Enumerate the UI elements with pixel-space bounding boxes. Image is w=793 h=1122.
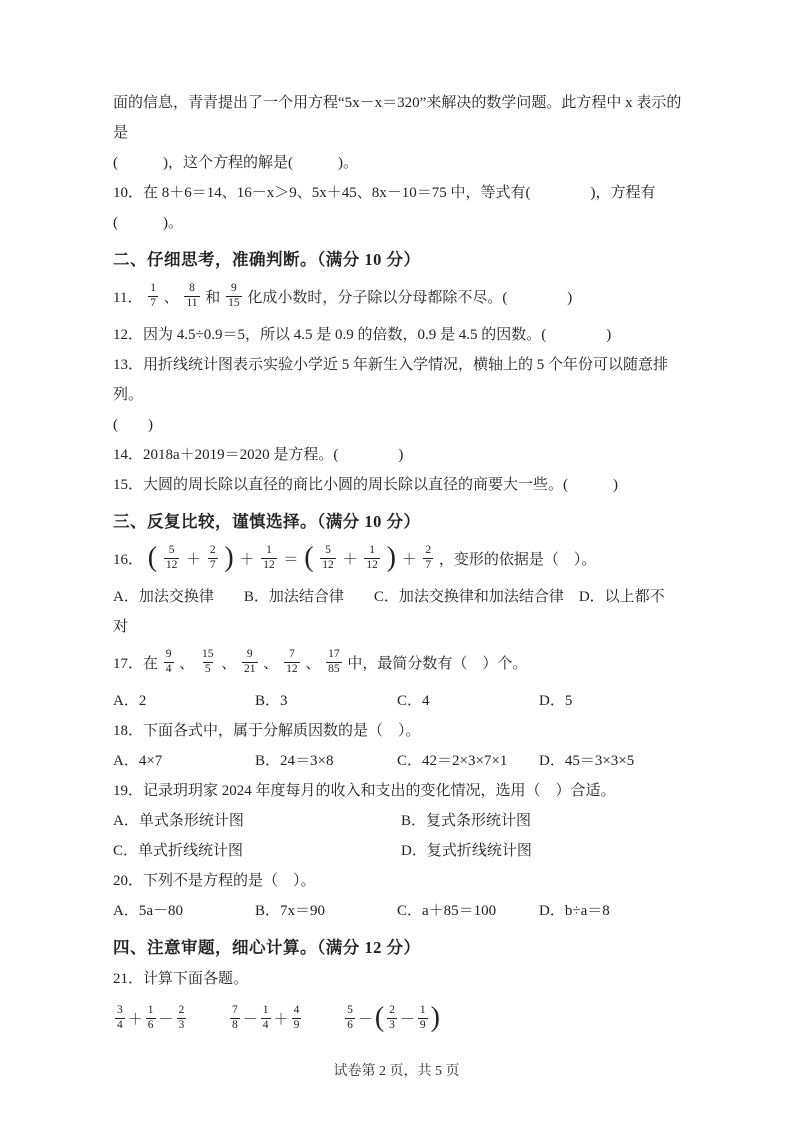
option-b: B．3 bbox=[255, 693, 288, 709]
question-18: 18．下面各式中，属于分解质因数的是（ ）。 bbox=[113, 723, 421, 739]
question-17-text: 中，最简分数有（ ）个。 bbox=[347, 656, 528, 672]
fraction bbox=[164, 648, 174, 677]
numerator: 1 bbox=[150, 282, 156, 295]
denominator: 8 bbox=[232, 1019, 238, 1032]
question-18-options bbox=[113, 746, 688, 776]
question-10-line2: ( )。 bbox=[113, 215, 183, 231]
option-d: D．5 bbox=[539, 693, 573, 709]
fraction bbox=[320, 544, 336, 573]
right-paren: ) bbox=[386, 541, 396, 573]
option-a: A．4×7 bbox=[113, 753, 163, 769]
question-19-options-row1 bbox=[113, 806, 688, 836]
question-17 bbox=[113, 642, 688, 686]
denominator: 4 bbox=[117, 1019, 123, 1032]
denominator: 12 bbox=[322, 559, 334, 572]
expression-1 bbox=[113, 1004, 192, 1032]
numerator: 9 bbox=[165, 648, 172, 661]
fraction bbox=[423, 544, 433, 573]
option-c: C．42＝2×3×7×1 bbox=[397, 753, 508, 769]
fraction bbox=[164, 544, 180, 573]
fraction bbox=[177, 1004, 187, 1033]
denominator: 12 bbox=[366, 559, 378, 572]
question-16-text: ，变形的依据是（ ）。 bbox=[438, 552, 597, 568]
numerator: 7 bbox=[232, 1004, 238, 1017]
question-19-options-row2 bbox=[113, 836, 688, 866]
fraction bbox=[261, 1004, 271, 1033]
option-d: D．b÷a＝8 bbox=[539, 903, 610, 919]
numerator: 1 bbox=[147, 1004, 154, 1017]
question-13-line1: 13．用折线统计图表示实验小学近 5 年新生入学情况，横轴上的 5 个年份可以随意排列。 bbox=[113, 357, 669, 403]
numerator: 8 bbox=[189, 282, 195, 295]
question-17-number: 17．在 bbox=[113, 656, 159, 672]
fraction bbox=[230, 1004, 240, 1033]
fraction bbox=[242, 648, 258, 677]
numerator: 3 bbox=[117, 1004, 123, 1017]
option-c: C．4 bbox=[397, 693, 430, 709]
separator: 、 bbox=[163, 290, 179, 306]
denominator: 5 bbox=[204, 663, 211, 676]
question-20-options bbox=[113, 896, 688, 926]
option-b: B．24＝3×8 bbox=[255, 753, 334, 769]
option-d: D．复式折线统计图 bbox=[401, 843, 532, 859]
exam-content bbox=[113, 88, 688, 1046]
option-b: B．复式条形统计图 bbox=[401, 813, 532, 829]
numerator: 2 bbox=[389, 1004, 395, 1017]
numerator: 1 bbox=[419, 1004, 426, 1017]
question-16-options-line2: 对 bbox=[113, 619, 129, 635]
option-a: A．2 bbox=[113, 693, 147, 709]
fraction bbox=[418, 1004, 428, 1033]
question-12: 12．因为 4.5÷0.9＝5，所以 4.5 是 0.9 的倍数，0.9 是 4.5 的因数。( ) bbox=[113, 327, 612, 343]
denominator: 7 bbox=[209, 559, 216, 572]
fraction bbox=[200, 648, 216, 677]
separator: 、 bbox=[221, 656, 237, 672]
question-9-continuation-line1: 面的信息，青青提出了一个用方程“5x－x＝320”来解决的数学问题。此方程中 x 表示的是 bbox=[113, 95, 682, 141]
fraction bbox=[292, 1004, 302, 1033]
separator: 、 bbox=[263, 656, 279, 672]
question-16 bbox=[113, 538, 688, 582]
question-20: 20．下列不是方程的是（ ）。 bbox=[113, 873, 316, 889]
fraction bbox=[364, 544, 380, 573]
section-2-title: 二、仔细思考，准确判断。（满分 10 分） bbox=[113, 250, 421, 269]
denominator: 3 bbox=[389, 1019, 395, 1032]
option-a: A．单式条形统计图 bbox=[113, 813, 244, 829]
plus-operator: ＋ bbox=[401, 552, 417, 568]
denominator: 6 bbox=[347, 1019, 353, 1032]
denominator: 11 bbox=[186, 297, 198, 310]
plus-operator: ＋ bbox=[342, 552, 358, 568]
fraction bbox=[226, 282, 242, 311]
numerator: 2 bbox=[209, 544, 216, 557]
option-d: D．45＝3×3×5 bbox=[539, 753, 635, 769]
right-paren: ) bbox=[224, 541, 234, 573]
denominator: 4 bbox=[262, 1019, 269, 1032]
denominator: 12 bbox=[286, 663, 298, 676]
question-13-line2: ( ) bbox=[113, 417, 153, 433]
denominator: 12 bbox=[165, 559, 178, 572]
numerator: 7 bbox=[288, 648, 295, 661]
fraction bbox=[208, 544, 218, 573]
fraction bbox=[146, 1004, 156, 1033]
question-9-continuation-line2: ( )，这个方程的解是( )。 bbox=[113, 155, 358, 171]
numerator: 5 bbox=[168, 544, 175, 557]
denominator: 12 bbox=[263, 559, 275, 572]
minus-operator: － bbox=[158, 1012, 174, 1028]
fraction bbox=[345, 1004, 355, 1033]
denominator: 9 bbox=[293, 1019, 300, 1032]
denominator: 6 bbox=[147, 1019, 154, 1032]
numerator: 4 bbox=[293, 1004, 300, 1017]
minus-operator: － bbox=[357, 1012, 373, 1028]
expression-2 bbox=[228, 1004, 307, 1032]
option-a: A．5a－80 bbox=[113, 903, 183, 919]
option-c: C．a＋85＝100 bbox=[397, 903, 497, 919]
question-11-number: 11． bbox=[113, 290, 143, 306]
fraction bbox=[326, 648, 342, 677]
numerator: 1 bbox=[266, 544, 272, 557]
left-paren: ( bbox=[147, 541, 158, 573]
numerator: 2 bbox=[425, 544, 432, 557]
expression-3 bbox=[343, 1001, 441, 1033]
numerator: 17 bbox=[328, 648, 340, 661]
conjunction: 和 bbox=[205, 290, 221, 306]
numerator: 1 bbox=[262, 1004, 269, 1017]
separator: 、 bbox=[179, 656, 195, 672]
minus-operator: － bbox=[242, 1012, 258, 1028]
right-paren: ) bbox=[430, 1001, 440, 1033]
denominator: 21 bbox=[244, 663, 256, 676]
denominator: 3 bbox=[178, 1019, 185, 1032]
denominator: 85 bbox=[328, 663, 340, 676]
question-16-options-line1: A．加法交换律 B．加法结合律 C．加法交换律和加法结合律 D．以上都不 bbox=[113, 589, 665, 605]
question-19: 19．记录玥玥家 2024 年度每月的收入和支出的变化情况，选用（ ）合适。 bbox=[113, 783, 616, 799]
question-11 bbox=[113, 276, 688, 320]
question-17-options bbox=[113, 686, 688, 716]
equals-operator: ＝ bbox=[283, 552, 299, 568]
denominator: 15 bbox=[228, 297, 240, 310]
section-4-title: 四、注意审题，细心计算。（满分 12 分） bbox=[113, 938, 421, 957]
denominator: 7 bbox=[150, 297, 156, 310]
plus-operator: ＋ bbox=[186, 552, 202, 568]
minus-operator: － bbox=[399, 1012, 415, 1028]
plus-operator: ＋ bbox=[239, 552, 255, 568]
question-21: 21．计算下面各题。 bbox=[113, 971, 249, 987]
numerator: 5 bbox=[325, 544, 331, 557]
question-16-number: 16． bbox=[113, 552, 144, 568]
numerator: 9 bbox=[230, 282, 237, 295]
separator: 、 bbox=[305, 656, 321, 672]
section-3-title: 三、反复比较，谨慎选择。（满分 10 分） bbox=[113, 512, 421, 531]
fraction bbox=[148, 282, 158, 311]
fraction bbox=[284, 648, 300, 677]
question-15: 15．大圆的周长除以直径的商比小圆的周长除以直径的商要大一些。( ) bbox=[113, 477, 618, 493]
denominator: 7 bbox=[425, 559, 432, 572]
fraction bbox=[184, 282, 199, 311]
fraction bbox=[115, 1004, 125, 1033]
numerator: 1 bbox=[369, 544, 375, 557]
page-footer: 试卷第 2 页，共 5 页 bbox=[333, 1064, 460, 1079]
question-10-line1: 10．在 8＋6＝14、16－x＞9、5x＋45、8x－10＝75 中，等式有( )，方程有 bbox=[113, 185, 656, 201]
question-21-expressions bbox=[113, 994, 688, 1046]
fraction bbox=[387, 1004, 397, 1033]
fraction bbox=[261, 544, 277, 573]
option-c: C．单式折线统计图 bbox=[113, 843, 244, 859]
left-paren: ( bbox=[374, 1001, 385, 1033]
denominator: 4 bbox=[165, 663, 172, 676]
numerator: 2 bbox=[178, 1004, 185, 1017]
denominator: 9 bbox=[419, 1019, 426, 1032]
question-14: 14．2018a＋2019＝2020 是方程。( ) bbox=[113, 447, 404, 463]
numerator: 9 bbox=[246, 648, 253, 661]
left-paren: ( bbox=[304, 541, 314, 573]
numerator: 5 bbox=[347, 1004, 353, 1017]
question-11-text: 化成小数时，分子除以分母都除不尽。( ) bbox=[247, 290, 573, 306]
plus-operator: ＋ bbox=[127, 1012, 143, 1028]
option-b: B．7x＝90 bbox=[255, 903, 326, 919]
numerator: 15 bbox=[202, 648, 214, 661]
plus-operator: ＋ bbox=[273, 1012, 289, 1028]
